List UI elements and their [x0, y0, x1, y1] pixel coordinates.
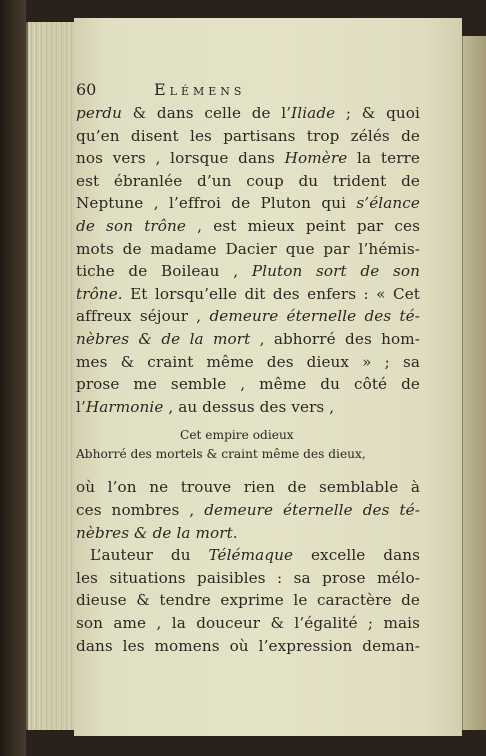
text-line: son ame , la douceur & l’égalité ; mais	[76, 614, 420, 632]
text-line: de son trône , est mieux peint par ces	[76, 217, 420, 235]
page-edges	[26, 22, 76, 730]
text-line: nèbres & de la mort , abhorré des hom-	[76, 330, 420, 348]
text-line: nèbres & de la mort.	[76, 523, 238, 542]
text-line: est ébranlée d’un coup du trident de	[76, 171, 420, 190]
verse-quote-line: Abhorré des mortels & craint même des dieux,	[76, 447, 366, 462]
text-line: dieuse & tendre exprime le caractère de	[76, 591, 420, 610]
book-cover-edge	[0, 0, 26, 756]
text-line: l’Harmonie , au dessus des vers ,	[76, 397, 335, 416]
text-line: trône. Et lorsqu’elle dit des enfers : « Cet	[76, 284, 420, 303]
page-header	[76, 80, 396, 104]
running-title: Elémens	[154, 80, 246, 99]
facing-page-edge	[462, 36, 486, 730]
text-line: qu’en disent les partisans trop zélés de	[76, 126, 420, 145]
text-line: Neptune , l’effroi de Pluton qui s’élance	[76, 194, 420, 213]
text-line: mes & craint même des dieux » ; sa	[76, 352, 420, 371]
text-line: où l’on ne trouve rien de semblable à	[76, 478, 420, 497]
text-line: nos vers , lorsque dans Homère la terre	[76, 149, 420, 168]
text-line: tiche de Boileau , Pluton sort de son	[76, 262, 420, 281]
page-number: 60	[76, 80, 97, 99]
text-line: perdu & dans celle de l’Iliade ; & quoi	[76, 104, 420, 122]
text-line: dans les momens où l’expression deman-	[76, 636, 420, 655]
text-line: affreux séjour , demeure éternelle des té-	[76, 307, 421, 326]
verse-quote-line: Cet empire odieux	[180, 428, 294, 443]
text-line: ces nombres , demeure éternelle des té-	[76, 501, 420, 519]
text-line: mots de madame Dacier que par l’hémis-	[76, 239, 420, 258]
text-line: prose me semble , même du côté de	[76, 375, 420, 394]
text-line: L’auteur du Télémaque excelle dans	[90, 546, 420, 565]
text-line: les situations paisibles : sa prose mélo-	[76, 568, 420, 587]
